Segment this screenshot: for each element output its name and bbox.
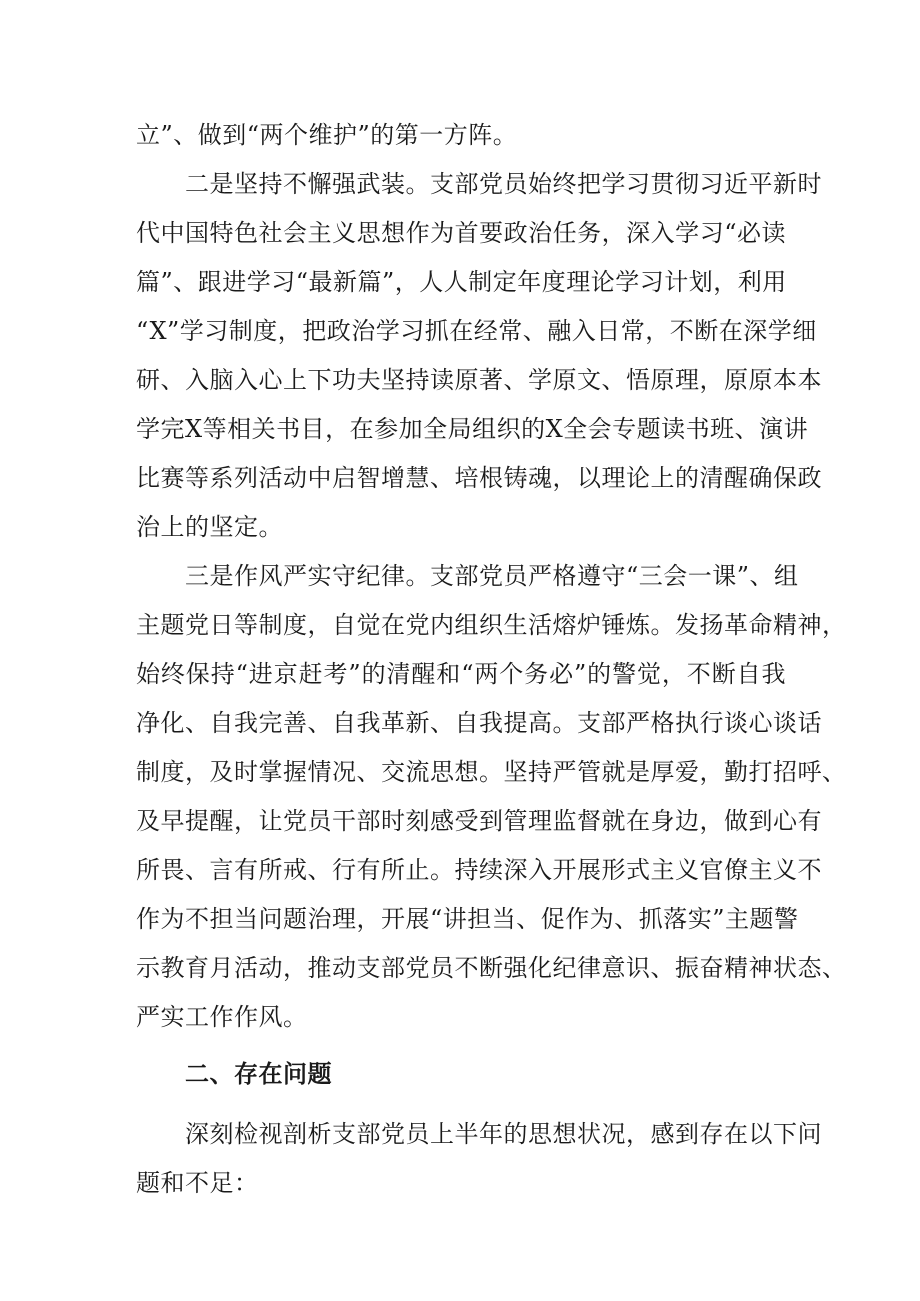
paragraph-line: 作为不担当问题治理，开展“讲担当、促作为、抓落实”主题警	[136, 905, 799, 933]
paragraph-line: 篇”、跟进学习“最新篇”，人人制定年度理论学习计划，利用	[136, 268, 787, 296]
paragraph-line: 及早提醒，让党员干部时刻感受到管理监督就在身边，做到心有	[136, 807, 822, 835]
paragraph-line: 主题党日等制度，自觉在党内组织生活熔炉锤炼。发扬革命精神，	[136, 611, 847, 639]
paragraph-line: 始终保持“进京赶考”的清醒和“两个务必”的警觉，不断自我	[136, 660, 786, 688]
paragraph-line: 净化、自我完善、自我革新、自我提高。支部严格执行谈心谈话	[136, 709, 822, 737]
paragraph-line: 题和不足：	[136, 1169, 259, 1197]
paragraph-line: 立”、做到“两个维护”的第一方阵。	[136, 121, 518, 149]
paragraph-line: 三是作风严实守纪律。支部党员严格遵守“三会一课”、组	[185, 562, 799, 590]
paragraph-line: 二是坚持不懈强武装。支部党员始终把学习贯彻习近平新时	[185, 170, 822, 198]
paragraph-line: “X”学习制度，把政治学习抓在经常、融入日常，不断在深学细	[136, 317, 817, 345]
section-heading: 二、存在问题	[185, 1060, 332, 1088]
paragraph-line: 学完X等相关书目，在参加全局组织的X全会专题读书班、演讲	[136, 415, 809, 443]
paragraph-line: 比赛等系列活动中启智增慧、培根铸魂，以理论上的清醒确保政	[136, 464, 822, 492]
paragraph-line: 研、入脑入心上下功夫坚持读原著、学原文、悟原理，原原本本	[136, 366, 822, 394]
paragraph-line: 制度，及时掌握情况、交流思想。坚持严管就是厚爱，勤打招呼、	[136, 758, 847, 786]
paragraph-line: 严实工作作风。	[136, 1003, 308, 1031]
paragraph-line: 示教育月活动，推动支部党员不断强化纪律意识、振奋精神状态、	[136, 954, 847, 982]
paragraph-line: 深刻检视剖析支部党员上半年的思想状况，感到存在以下问	[185, 1120, 822, 1148]
paragraph-line: 治上的坚定。	[136, 513, 283, 541]
paragraph-line: 代中国特色社会主义思想作为首要政治任务，深入学习“必读	[136, 219, 786, 247]
paragraph-line: 所畏、言有所戒、行有所止。持续深入开展形式主义官僚主义不	[136, 856, 822, 884]
